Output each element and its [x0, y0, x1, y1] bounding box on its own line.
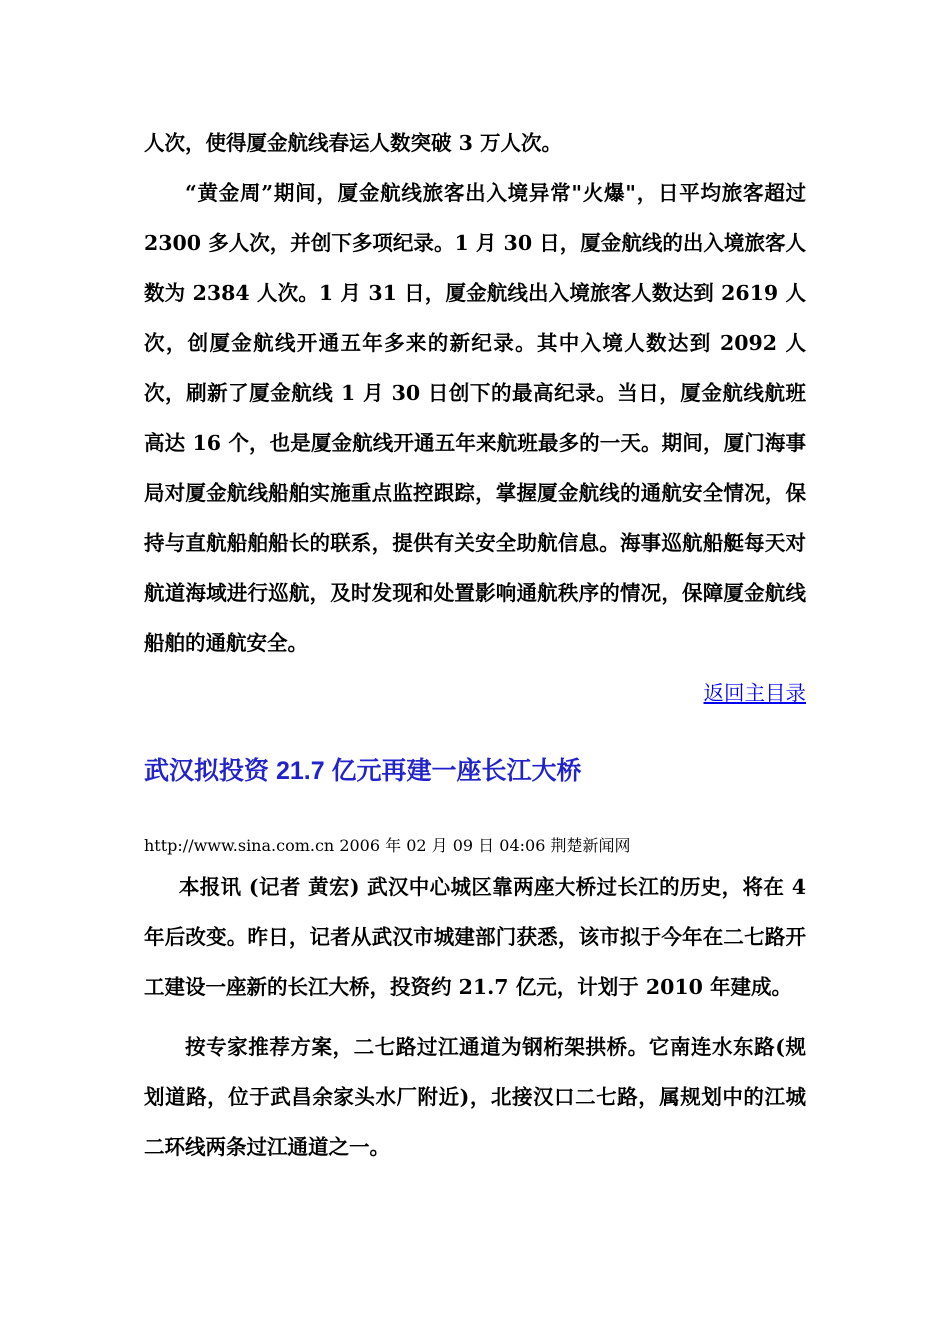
article1-paragraph-2: “黄金周”期间，厦金航线旅客出入境异常"火爆"，日平均旅客超过 2300 多人次，并创下多项纪录。1 月 30 日，厦金航线的出入境旅客人数为 2384 人次。1 月 31 日，厦金航线出入境旅客人数达到 2619 人次，创厦金航线开通五年多来的新纪录。其中入境人数达到 2092 人次，刷新了厦金航线 1 月 30 日创下的最高纪录。当日，厦金航线航班高达 16 个，也是厦金航线开通五年来航班最多的一天。期间，厦门海事局对厦金航线船舶实施重点监控跟踪，掌握厦金航线的通航安全情况，保持与直航船舶船长的联系，提供有关安全助航信息。海事巡航船艇每天对航道海域进行巡航，及时发现和处置影响通航秩序的情况，保障厦金航线船舶的通航安全。 — [144, 181, 806, 655]
document-page — [144, 118, 806, 1172]
article2-source-line: http://www.sina.com.cn 2006 年 02 月 09 日 04:06 荆楚新闻网 — [144, 836, 631, 855]
article2-title: 武汉拟投资 21.7 亿元再建一座长江大桥 — [144, 757, 582, 785]
back-to-index — [144, 668, 806, 718]
paragraph-gap — [144, 1012, 806, 1022]
article1-paragraph-1: 人次，使得厦金航线春运人数突破 3 万人次。 — [144, 131, 563, 155]
article2-paragraph-1: 本报讯 (记者 黄宏) 武汉中心城区靠两座大桥过长江的历史，将在 4 年后改变。昨日，记者从武汉市城建部门获悉，该市拟于今年在二七路开工建设一座新的长江大桥，投资约 21.7 亿元，计划于 2010 年建成。 — [144, 875, 806, 999]
back-to-index-link[interactable]: 返回主目录 — [703, 681, 806, 705]
article2-paragraph-2: 按专家推荐方案，二七路过江通道为钢桁架拱桥。它南连水东路(规划道路，位于武昌余家头水厂附近)，北接汉口二七路，属规划中的江城二环线两条过江通道之一。 — [144, 1035, 806, 1159]
